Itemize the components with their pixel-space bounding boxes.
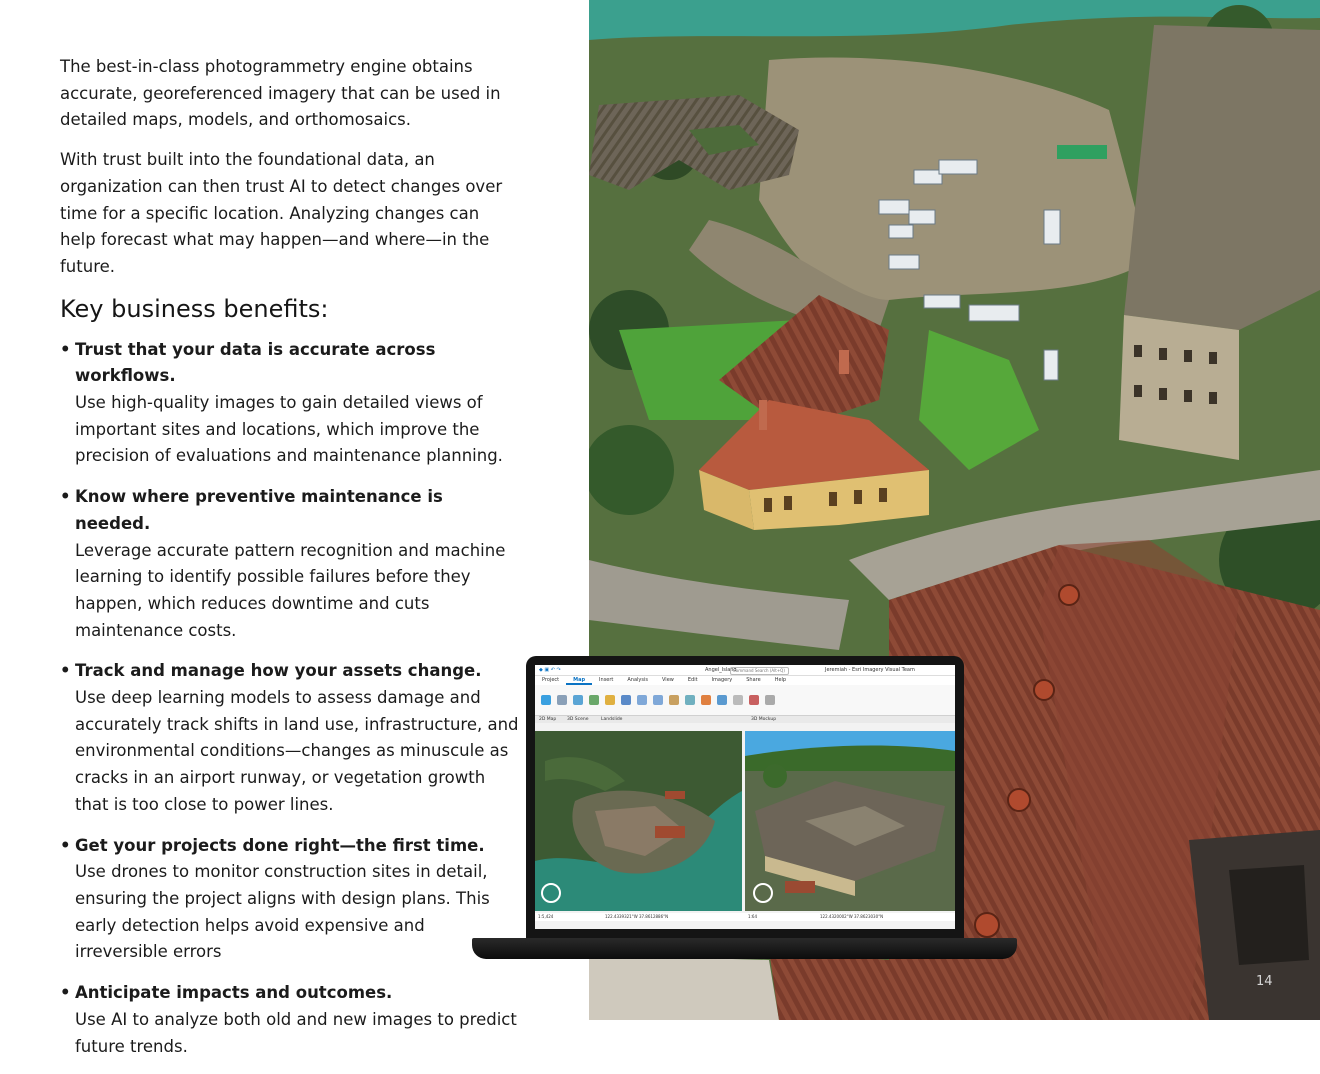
right-scale-field[interactable]: 1:64	[748, 914, 757, 919]
coordinate-conversion-icon[interactable]	[717, 695, 727, 705]
laptop-screen	[535, 665, 955, 929]
explore-tool-icon[interactable]	[541, 695, 551, 705]
3d-mockup-image	[745, 731, 955, 911]
benefit-body: Use AI to analyze both old and new images to predict future trends.	[75, 1009, 517, 1056]
text-column	[60, 54, 520, 1074]
tab-view[interactable]: View	[662, 677, 674, 683]
view-tab-2d-map[interactable]: 2D Map	[539, 717, 557, 722]
convert-icon[interactable]	[749, 695, 759, 705]
project-name: Angel_Island	[705, 667, 737, 673]
tab-analysis[interactable]: Analysis	[627, 677, 648, 683]
bullet-icon: •	[60, 339, 71, 359]
status-bar	[535, 913, 955, 921]
go-to-xy-icon[interactable]	[573, 695, 583, 705]
left-scale-field[interactable]: 1:5,424	[538, 914, 554, 919]
tab-project[interactable]: Project	[542, 677, 560, 683]
tab-imagery[interactable]: Imagery	[711, 677, 733, 683]
benefit-title: Anticipate impacts and outcomes.	[75, 983, 393, 1003]
basemap-icon[interactable]	[589, 695, 599, 705]
command-search-input[interactable]: Command Search (Alt+Q)	[730, 667, 789, 675]
aerial-map-image	[535, 731, 742, 911]
select-by-attributes-icon[interactable]	[637, 695, 647, 705]
view-tabs	[535, 716, 955, 723]
intro-paragraph: The best-in-class photogrammetry engine obtains accurate, georeferenced imagery that can be used in detailed maps, models, and orthomosaics.	[60, 57, 501, 130]
benefit-title: Track and manage how your assets change.	[75, 661, 482, 681]
benefit-item	[60, 833, 520, 967]
bookmarks-icon[interactable]	[557, 695, 567, 705]
user-label: Jeremiah - Esri Imagery Visual Team	[825, 667, 915, 673]
tab-edit[interactable]: Edit	[687, 677, 698, 683]
locate-icon[interactable]	[685, 695, 695, 705]
navigator-icon[interactable]	[541, 883, 561, 903]
benefit-title: Get your projects done right—the first time.	[75, 835, 485, 855]
benefit-item	[60, 658, 520, 818]
intro-paragraph: With trust built into the foundational data, an organization can then trust AI to detect changes over time for a specific location. Analyzing changes can help forecast what may happen—and where—in the future.	[60, 150, 503, 276]
benefit-item	[60, 484, 520, 644]
view-tab-3d-scene[interactable]: 3D Scene	[567, 717, 589, 722]
ribbon-tabs	[535, 676, 955, 685]
right-coordinates: 122.4320002°W 37.8623030°N	[820, 914, 884, 919]
tab-share[interactable]: Share	[746, 677, 761, 683]
tab-map[interactable]: Map	[566, 676, 592, 685]
left-coordinates: 122.4339321°W 37.8612886°N	[605, 914, 669, 919]
benefit-body: Use drones to monitor construction sites in detail, ensuring the project aligns with design plans. This early detection helps avoid expensive and irreversible errors	[75, 862, 490, 962]
benefits-list	[60, 337, 520, 1061]
pause-labels-icon[interactable]	[733, 695, 743, 705]
laptop-base	[472, 938, 1017, 959]
bullet-icon: •	[60, 487, 71, 507]
select-icon[interactable]	[621, 695, 631, 705]
benefit-item	[60, 980, 520, 1060]
laptop-mockup	[472, 656, 1017, 959]
add-data-icon[interactable]	[605, 695, 615, 705]
benefit-item	[60, 337, 520, 471]
app-quick-access-icons[interactable]: ◆ ▣ ↶ ↷	[539, 667, 561, 673]
view-tab-3d-mockup[interactable]: 3D Mockup	[751, 717, 777, 722]
benefits-heading: Key business benefits:	[60, 294, 329, 323]
benefit-title: Know where preventive maintenance is needed.	[75, 487, 443, 533]
select-by-location-icon[interactable]	[653, 695, 663, 705]
benefit-title: Trust that your data is accurate across workflows.	[75, 339, 436, 386]
view-tab-landslide[interactable]: Landslide	[601, 717, 623, 722]
tab-help[interactable]: Help	[774, 677, 787, 683]
bullet-icon: •	[60, 661, 71, 681]
download-map-icon[interactable]	[765, 695, 775, 705]
map-view-2d[interactable]	[535, 731, 742, 911]
benefit-body: Use high-quality images to gain detailed views of important sites and locations, which improve the precision of evaluations and maintenance planning.	[75, 393, 503, 466]
bullet-icon: •	[60, 983, 71, 1003]
page-number: 14	[1256, 974, 1273, 989]
tab-insert[interactable]: Insert	[599, 677, 614, 683]
navigator-icon[interactable]	[753, 883, 773, 903]
bullet-icon: •	[60, 835, 71, 855]
app-titlebar	[535, 665, 955, 676]
laptop-lid	[526, 656, 964, 938]
benefit-body: Leverage accurate pattern recognition and machine learning to identify possible failures before they happen, which reduces downtime and cuts maintenance costs.	[75, 540, 506, 640]
scene-view-3d[interactable]	[745, 731, 955, 911]
infographics-icon[interactable]	[701, 695, 711, 705]
ribbon-toolbar	[535, 685, 955, 716]
measure-icon[interactable]	[669, 695, 679, 705]
benefit-body: Use deep learning models to assess damage and accurately track shifts in land use, infrastructure, and environmental conditions—changes as minuscule as cracks in an airport runway, or vegetation growth that is too close to power lines.	[75, 688, 519, 814]
